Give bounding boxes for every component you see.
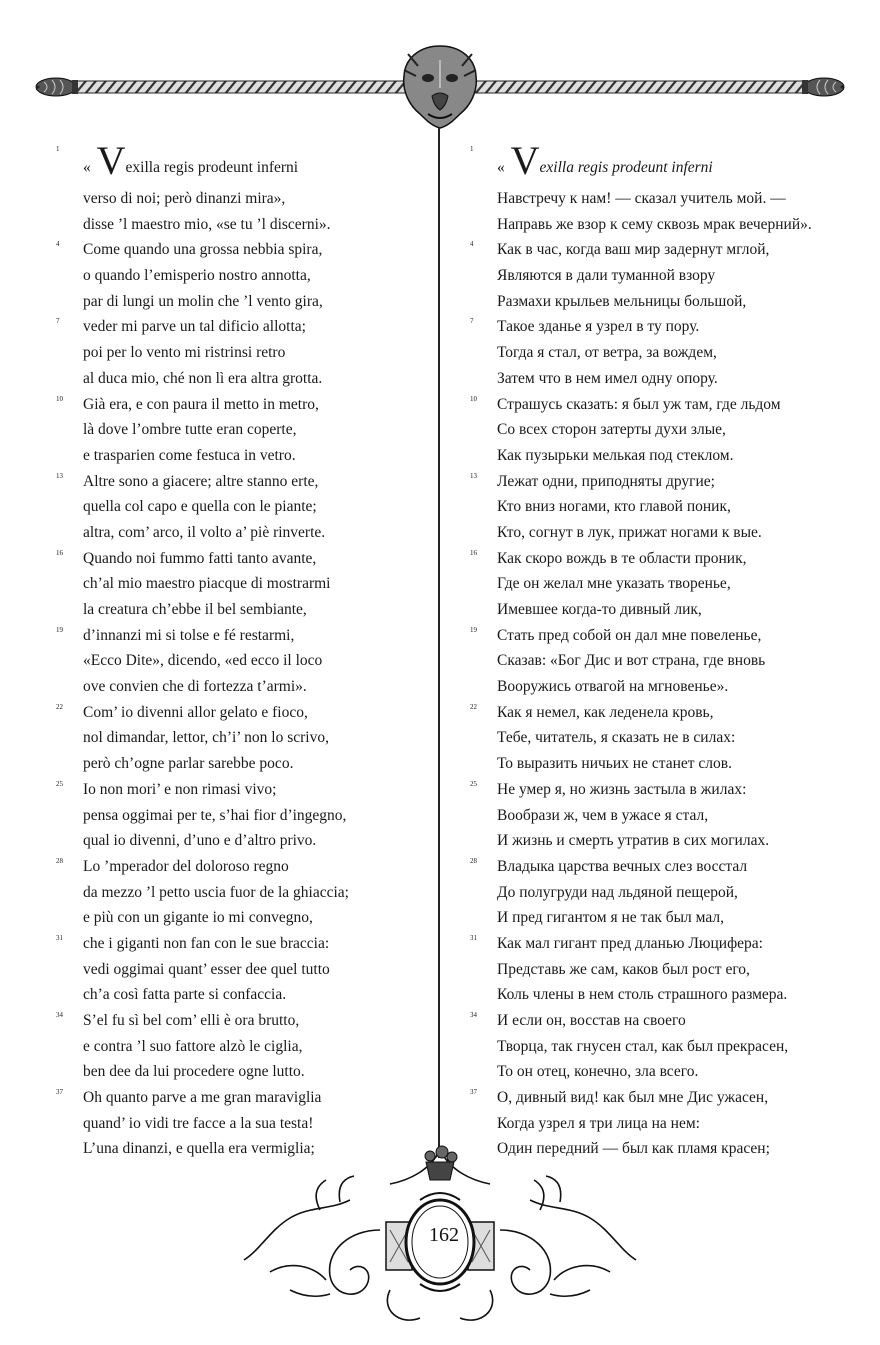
verse-line: Такое зданье я узрел в ту пору. [497, 318, 700, 336]
verse-line: ch’a così fatta parte si confaccia. [83, 986, 287, 1004]
tercet [470, 392, 865, 469]
drop-cap: V [96, 138, 126, 183]
verse-line: vedi oggimai quant’ esser dee quel tutto [83, 960, 330, 978]
tercet [56, 777, 431, 854]
verse-line: S’el fu sì bel com’ elli è ora brutto, [83, 1012, 300, 1029]
verse-line: Как пузырьки мелькая под стеклом. [497, 446, 734, 464]
verse-line: Один передний — был как пламя красен; [497, 1140, 770, 1158]
verse-line: И жизнь и смерть утратив в сих могилах. [497, 832, 770, 850]
verse-number: 16 [470, 548, 477, 557]
verse-line: Lo ’mperador del doloroso regno [83, 857, 289, 875]
verse-line: Затем что в нем имел одну опору. [497, 369, 718, 387]
tercet [56, 854, 431, 931]
verse-line: «Ecco Dite», dicendo, «ed ecco il loco [83, 652, 323, 670]
verse-line: Вообрази ж, чем в ужасе я стал, [497, 806, 709, 824]
verse-line: Как я немел, как леденела кровь, [497, 703, 714, 721]
verse-line: Тебе, читатель, я сказать не в силах: [497, 729, 736, 747]
verse-line: al duca mio, ché non lì era altra grotta. [83, 369, 323, 387]
italian-column [56, 138, 431, 1162]
verse-line: la creatura ch’ebbe il bel sembiante, [83, 601, 307, 618]
verse-number: 25 [56, 779, 63, 788]
verse-number: 13 [470, 471, 477, 480]
opening-guillemet: « [83, 159, 91, 176]
tercet [470, 469, 865, 546]
verse-line: Являются в дали туманной взору [497, 267, 716, 285]
verse-line: che i giganti non fan con le sue braccia: [83, 934, 330, 952]
verse-number: 7 [470, 317, 474, 326]
verse-number: 10 [470, 394, 477, 403]
verse-line: Где он желал мне указать творенье, [497, 575, 731, 593]
tercet [470, 777, 865, 854]
tercet [56, 700, 431, 777]
verse-line: ove convien che di fortezza t’armi». [83, 678, 307, 696]
verse-line: altra, com’ arco, il volto a’ piè rinverte. [83, 523, 326, 541]
verse-line: là dove l’ombre tutte eran coperte, [83, 421, 297, 439]
verse-number: 25 [470, 779, 477, 788]
verse-line: ben dee da lui procedere ogne lutto. [83, 1063, 305, 1081]
verse-line: verso di noi; però dinanzi mira», [83, 190, 286, 207]
tercet [56, 546, 431, 623]
verse-line: e più con un gigante io mi convegno, [83, 909, 313, 927]
verse-number: 28 [56, 856, 63, 865]
verse-number: 1 [470, 145, 474, 153]
verse-line: Размахи крыльев мельницы большой, [497, 292, 747, 310]
verse-line: О, дивный вид! как был мне Дис ужасен, [497, 1089, 769, 1107]
verse-line: Коль члены в нем столь страшного размера. [497, 986, 788, 1004]
tercet [56, 138, 431, 237]
column-divider [438, 128, 440, 1158]
verse-line: Вооружись отвагой на мгновенье». [497, 678, 729, 696]
verse-line: Страшусь сказать: я был уж там, где льдом [497, 395, 781, 413]
top-ornament [0, 40, 880, 140]
verse-line: disse ’l maestro mio, «se tu ’l discerni». [83, 215, 331, 233]
tercet [470, 138, 865, 237]
tercet [470, 854, 865, 931]
tercet [470, 1008, 865, 1085]
verse-line-text: exilla regis prodeunt inferni [539, 159, 713, 176]
verse-line: Тогда я стал, от ветра, за вождем, [497, 344, 717, 362]
tercet [56, 314, 431, 391]
verse-number: 37 [470, 1088, 477, 1097]
verse-line: Già era, e con paura il metto in metro, [83, 395, 319, 413]
verse-line: Кто, согнут в лук, прижат ногами к вые. [497, 523, 762, 541]
verse-line: Oh quanto parve a me gran maraviglia [83, 1089, 322, 1107]
verse-line: И если он, восстав на своего [497, 1012, 686, 1029]
verse-number: 10 [56, 394, 63, 403]
tercet [56, 623, 431, 700]
verse-number: 4 [56, 240, 60, 249]
tercet [56, 931, 431, 1008]
verse-line: Лежат одни, приподняты другие; [497, 472, 715, 490]
tercet [470, 623, 865, 700]
verse-line: Как скоро вождь в те области проник, [497, 549, 747, 567]
verse-line: Altre sono a giacere; altre stanno erte, [83, 472, 319, 490]
verse-line: То он отец, конечно, зла всего. [497, 1063, 699, 1081]
rope-bar-ornament [0, 40, 880, 140]
tercet [470, 931, 865, 1008]
verse-line: poi per lo vento mi ristrinsi retro [83, 344, 286, 362]
verse-line: qual io divenni, d’uno e d’altro privo. [83, 832, 317, 850]
verse-line [470, 138, 865, 186]
vase-icon [425, 1146, 457, 1180]
verse-number: 22 [56, 702, 63, 711]
verse-line: Io non mori’ e non rimasi vivo; [83, 780, 277, 798]
russian-column [470, 138, 865, 1162]
verse-line: quand’ io vidi tre facce a la sua testa! [83, 1114, 314, 1132]
verse-line: pensa oggimai per te, s’hai fior d’ingegno, [83, 806, 347, 824]
verse-line: Come quando una grossa nebbia spira, [83, 241, 323, 259]
tercet [470, 314, 865, 391]
verse-line: Со всех сторон затерты духи злые, [497, 421, 726, 439]
verse-line: Quando noi fummo fatti tanto avante, [83, 549, 317, 567]
verse-line: veder mi parve un tal dificio allotta; [83, 318, 306, 336]
verse-line: L’una dinanzi, e quella era vermiglia; [83, 1140, 315, 1158]
verse-number: 19 [470, 625, 477, 634]
verse-line: Сказав: «Бог Дис и вот страна, где вновь [497, 652, 766, 670]
verse-number: 37 [56, 1088, 63, 1097]
drop-cap: V [510, 138, 540, 183]
verse-number: 34 [470, 1011, 477, 1019]
verse-line: Представь же сам, каков был рост его, [497, 960, 750, 978]
verse-line: Кто вниз ногами, кто главой поник, [497, 498, 731, 516]
verse-line: e trasparien come festuca in vetro. [83, 446, 296, 464]
verse-line: Com’ io divenni allor gelato e fioco, [83, 703, 308, 721]
verse-line: И пред гигантом я не так был мал, [497, 909, 724, 927]
verse-line: До полугруди над льдяной пещерой, [497, 883, 738, 901]
verse-number: 19 [56, 625, 63, 634]
verse-line: Владыка царства вечных слез восстал [497, 857, 748, 875]
verse-line: Творца, так гнусен стал, как был прекрасен, [497, 1037, 789, 1055]
tercet [470, 700, 865, 777]
verse-line: quella col capo e quella con le piante; [83, 498, 317, 516]
verse-line-text: exilla regis prodeunt inferni [125, 159, 299, 176]
verse-number: 4 [470, 240, 474, 249]
lion-mask-icon [404, 46, 477, 128]
tercet [56, 1008, 431, 1085]
verse-line: Имевшее когда-то дивный лик, [497, 601, 702, 618]
verse-line: Навстречу к нам! — сказал учитель мой. — [497, 190, 786, 207]
tercet [56, 469, 431, 546]
tercet [56, 392, 431, 469]
verse-number: 1 [56, 145, 60, 153]
verse-line: Стать пред собой он дал мне повеленье, [497, 626, 762, 644]
verse-number: 7 [56, 317, 60, 326]
page-number: 162 [429, 1224, 459, 1246]
verse-number: 16 [56, 548, 63, 557]
verse-line: Как в час, когда ваш мир задернут мглой, [497, 241, 770, 259]
verse-number: 31 [470, 933, 477, 942]
verse-line: Не умер я, но жизнь застыла в жилах: [497, 780, 747, 798]
verse-line: par di lungi un molin che ’l vento gira, [83, 292, 323, 310]
verse-number: 31 [56, 933, 63, 942]
verse-line: ch’al mio maestro piacque di mostrarmi [83, 575, 331, 593]
verse-number: 34 [56, 1011, 63, 1019]
verse-line: Направь же взор к сему сквозь мрак вечерний». [497, 215, 812, 233]
verse-line: da mezzo ’l petto uscia fuor de la ghiaccia; [83, 883, 349, 901]
tercet [470, 237, 865, 314]
verse-number: 28 [470, 856, 477, 865]
verse-number: 13 [56, 471, 63, 480]
verse-line [56, 138, 431, 186]
tercet [470, 546, 865, 623]
verse-line: То выразить ничьих не станет слов. [497, 755, 732, 773]
verse-number: 22 [470, 702, 477, 711]
tercet [56, 237, 431, 314]
verse-line: nol dimandar, lettor, ch’i’ non lo scrivo, [83, 729, 329, 747]
opening-guillemet: « [497, 159, 505, 176]
verse-line: Как мал гигант пред дланью Люцифера: [497, 934, 763, 952]
verse-line: Когда узрел я три лица на нем: [497, 1114, 700, 1132]
verse-line: però ch’ogne parlar sarebbe poco. [83, 755, 294, 773]
verse-line: d’innanzi mi si tolse e fé restarmi, [83, 626, 295, 644]
verse-line: o quando l’emisperio nostro annotta, [83, 267, 311, 285]
verse-line: e contra ’l suo fattore alzò le ciglia, [83, 1037, 303, 1055]
